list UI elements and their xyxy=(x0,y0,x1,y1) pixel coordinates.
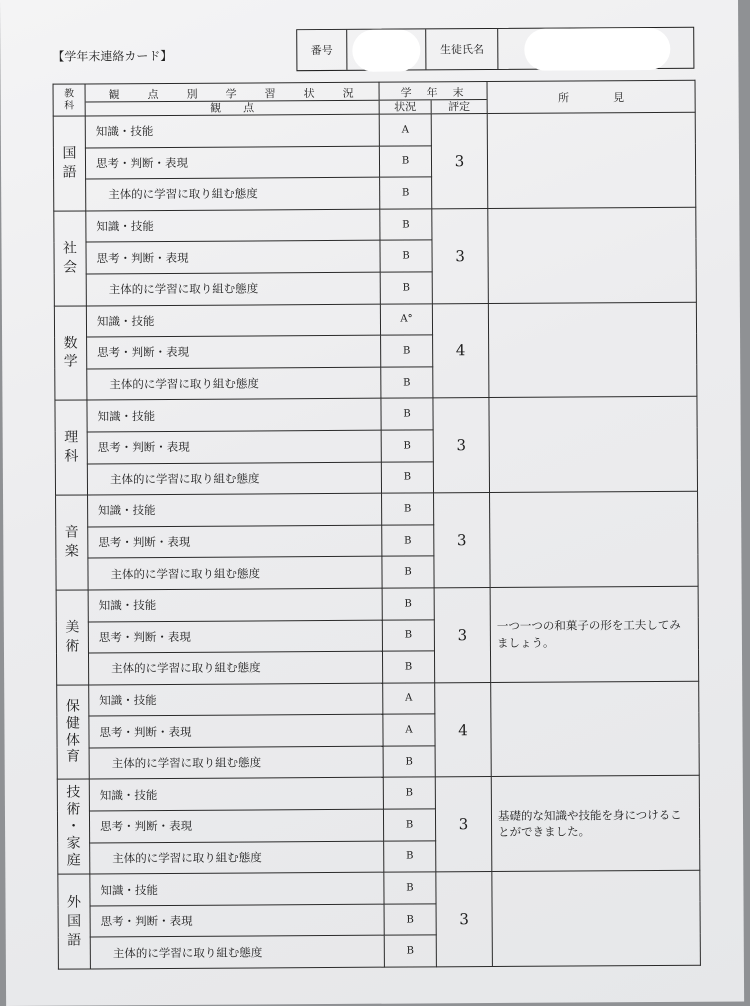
subject-name-char: 国 xyxy=(67,913,82,930)
subject-name-char: ・ xyxy=(66,818,81,835)
viewpoint-cell: 知識・技能 xyxy=(86,304,380,337)
status-cell: B xyxy=(382,619,434,651)
subject-name-char: 術 xyxy=(65,638,80,655)
subject-name-cell xyxy=(55,400,88,495)
comment-cell xyxy=(492,870,701,966)
grade-cell: 4 xyxy=(432,303,489,398)
viewpoint-cell: 知識・技能 xyxy=(90,872,384,905)
name-redaction-mark xyxy=(524,28,670,71)
status-cell: B xyxy=(383,777,435,809)
status-cell: B xyxy=(380,177,432,209)
viewpoint-cell: 知識・技能 xyxy=(89,683,383,716)
viewpoint-cell: 知識・技能 xyxy=(87,399,381,432)
table-header-row xyxy=(53,80,695,116)
viewpoint-cell: 知識・技能 xyxy=(88,493,382,526)
grade-cell: 3 xyxy=(431,114,488,209)
subject-name-char: 会 xyxy=(63,259,78,276)
number-redaction-mark xyxy=(352,29,420,71)
subject-name-char: 音 xyxy=(64,524,79,541)
subject-name-cell xyxy=(57,685,90,780)
grade-cell: 3 xyxy=(434,587,491,682)
subject-name-char: 技 xyxy=(66,784,81,801)
status-cell: B xyxy=(383,809,435,841)
card-title: 【学年末連絡カード】 xyxy=(52,48,173,64)
subject-name-cell xyxy=(56,495,89,590)
status-cell: B xyxy=(380,272,432,304)
subject-name-char: 語 xyxy=(67,932,82,949)
subject-name-char: 数 xyxy=(63,335,78,352)
comment-cell xyxy=(488,302,697,398)
status-header: 状況 xyxy=(380,100,432,113)
status-cell: B xyxy=(380,240,432,272)
viewpoint-cell: 主体的に学習に取り組む態度 xyxy=(87,367,381,400)
grade-cell: 3 xyxy=(434,493,491,588)
status-cell: A xyxy=(383,714,435,746)
status-cell: A° xyxy=(380,303,432,335)
viewpoint-group-header: 観 点 別 学 習 状 況 xyxy=(108,86,356,101)
subject-name-cell xyxy=(57,779,90,874)
viewpoint-cell: 思考・判断・表現 xyxy=(86,241,380,274)
comment-cell: 基礎的な知識や技能を身につけることができました。 xyxy=(491,776,700,872)
subject-name-char: 理 xyxy=(64,429,79,446)
subject-name-char: 学 xyxy=(63,353,78,371)
viewpoint-cell: 思考・判断・表現 xyxy=(88,620,382,653)
viewpoint-cell: 知識・技能 xyxy=(86,209,380,242)
subject-name-char: 科 xyxy=(64,448,79,465)
subject-name-cell xyxy=(56,590,89,685)
table-row xyxy=(56,491,698,527)
viewpoint-header xyxy=(85,82,379,116)
status-cell: B xyxy=(382,525,434,557)
viewpoint-cell: 知識・技能 xyxy=(88,588,382,621)
status-cell: B xyxy=(381,335,433,367)
status-cell: B xyxy=(381,461,433,493)
viewpoint-cell: 思考・判断・表現 xyxy=(87,430,381,463)
subject-header-text: 教 科 xyxy=(64,88,75,112)
status-cell: B xyxy=(382,556,434,588)
comment-cell xyxy=(489,397,698,493)
status-cell: A xyxy=(379,114,431,146)
viewpoint-cell: 主体的に学習に取り組む態度 xyxy=(88,651,382,684)
status-cell: B xyxy=(383,746,435,778)
status-cell: B xyxy=(382,493,434,525)
status-cell: B xyxy=(381,398,433,430)
subject-name-char: 楽 xyxy=(64,543,79,560)
status-cell: B xyxy=(380,209,432,241)
table-row xyxy=(56,586,698,622)
viewpoint-cell: 知識・技能 xyxy=(89,778,383,811)
status-cell: B xyxy=(384,935,436,967)
viewpoint-cell: 知識・技能 xyxy=(85,114,379,147)
name-label: 生徒氏名 xyxy=(427,29,499,69)
subject-name-char: 庭 xyxy=(66,852,81,869)
viewpoint-cell: 主体的に学習に取り組む態度 xyxy=(86,177,380,210)
subject-name-char: 語 xyxy=(62,164,77,181)
grade-cell: 4 xyxy=(435,682,492,777)
status-cell: B xyxy=(382,588,434,620)
comment-cell xyxy=(487,112,696,208)
status-cell: A xyxy=(383,683,435,715)
viewpoint-cell: 主体的に学習に取り組む態度 xyxy=(90,841,384,874)
viewpoint-subheader: 観 点 xyxy=(86,99,379,115)
subject-name-char: 保 xyxy=(65,698,80,715)
subject-name-char: 体 xyxy=(65,732,81,749)
subject-name-char: 社 xyxy=(62,240,78,257)
status-cell: B xyxy=(381,367,433,399)
viewpoint-cell: 思考・判断・表現 xyxy=(85,146,379,179)
term-header-text: 学 年 末 xyxy=(400,85,466,100)
subject-name-char: 美 xyxy=(65,619,80,636)
grade-cell: 3 xyxy=(433,398,490,493)
status-cell: B xyxy=(382,651,434,683)
table-row xyxy=(57,776,699,812)
comment-cell xyxy=(491,681,700,777)
subject-name-char: 家 xyxy=(66,835,81,852)
viewpoint-cell: 思考・判断・表現 xyxy=(89,714,383,747)
grade-header: 評定 xyxy=(448,99,471,113)
table-row xyxy=(54,302,696,338)
evaluation-table xyxy=(53,80,701,970)
status-cell: B xyxy=(384,872,436,904)
status-cell: B xyxy=(381,430,433,462)
table-row xyxy=(54,207,696,243)
subject-name-cell xyxy=(53,116,86,211)
subject-name-char: 育 xyxy=(66,748,81,765)
viewpoint-cell: 思考・判断・表現 xyxy=(89,809,383,842)
viewpoint-cell: 思考・判断・表現 xyxy=(90,904,384,937)
viewpoint-cell: 思考・判断・表現 xyxy=(87,335,381,368)
subject-name-cell xyxy=(54,211,87,306)
comment-header: 所 見 xyxy=(487,80,695,113)
number-label: 番号 xyxy=(297,30,347,70)
term-header xyxy=(379,82,487,115)
viewpoint-cell: 主体的に学習に取り組む態度 xyxy=(89,746,383,779)
grade-cell: 3 xyxy=(432,208,489,303)
subject-name-char: 国 xyxy=(62,145,77,162)
subject-name-cell xyxy=(54,306,87,401)
subject-header xyxy=(53,84,85,116)
subject-name-char: 健 xyxy=(65,715,80,732)
viewpoint-cell: 主体的に学習に取り組む態度 xyxy=(88,556,382,589)
table-row xyxy=(58,870,700,906)
viewpoint-cell: 主体的に学習に取り組む態度 xyxy=(87,462,381,495)
grade-cell: 3 xyxy=(435,777,492,872)
table-row xyxy=(55,397,697,433)
table-row xyxy=(53,112,695,148)
comment-cell xyxy=(488,207,697,303)
viewpoint-cell: 主体的に学習に取り組む態度 xyxy=(90,936,384,969)
subject-name-char: 外 xyxy=(66,894,82,911)
comment-cell xyxy=(490,491,699,587)
comment-cell: 一つ一つの和菓子の形を工夫してみましょう。 xyxy=(490,586,699,682)
subject-name-char: 術 xyxy=(66,801,81,818)
status-cell: B xyxy=(379,145,431,177)
grade-cell: 3 xyxy=(436,872,493,967)
viewpoint-cell: 主体的に学習に取り組む態度 xyxy=(86,272,380,305)
viewpoint-cell: 思考・判断・表現 xyxy=(88,525,382,558)
table-row xyxy=(57,681,699,717)
status-cell: B xyxy=(384,904,436,936)
status-cell: B xyxy=(384,841,436,873)
subject-name-cell xyxy=(58,874,91,969)
